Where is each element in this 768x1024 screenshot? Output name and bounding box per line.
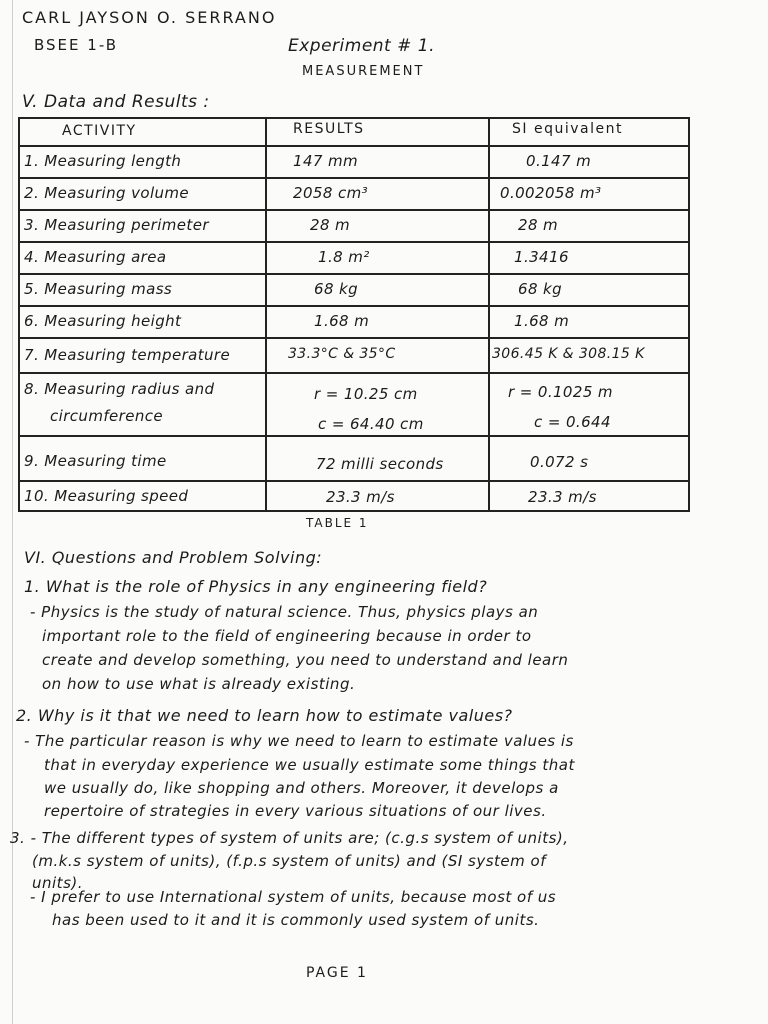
- row-si: 1.68 m: [514, 312, 570, 330]
- row-si: 1.3416: [514, 248, 569, 266]
- answer-2-line: that in everyday experience we usually estimate some things that: [44, 756, 575, 774]
- row-result: 1.8 m²: [318, 248, 370, 266]
- table-rule: [488, 117, 490, 512]
- row-activity: 6. Measuring height: [24, 312, 182, 330]
- row-si: 28 m: [518, 216, 559, 234]
- row-si: 0.002058 m³: [500, 184, 602, 202]
- row-activity: 10. Measuring speed: [24, 487, 189, 505]
- student-section: BSEE 1-B: [34, 36, 118, 54]
- table-rule: [688, 117, 690, 512]
- question-2: 2. Why is it that we need to learn how to estimate values?: [16, 706, 513, 725]
- answer-3-line: has been used to it and it is commonly used system of units.: [52, 911, 540, 929]
- table-rule: [18, 337, 690, 339]
- page-number: PAGE 1: [306, 965, 368, 981]
- table-rule: [18, 209, 690, 211]
- table-rule: [18, 435, 690, 437]
- row-si: 23.3 m/s: [528, 488, 597, 506]
- table-rule: [18, 117, 20, 512]
- row-activity: 3. Measuring perimeter: [24, 216, 209, 234]
- answer-1-line: on how to use what is already existing.: [42, 675, 356, 693]
- table-rule: [18, 372, 690, 374]
- row-activity: 2. Measuring volume: [24, 184, 190, 202]
- question-3-line: 3. - The different types of system of units are; (c.g.s system of units),: [10, 829, 569, 847]
- row-result: 28 m: [310, 216, 351, 234]
- row-si: 0.072 s: [530, 453, 589, 471]
- table-rule: [18, 480, 690, 482]
- data-section-title: V. Data and Results :: [22, 92, 210, 112]
- answer-2-line: - The particular reason is why we need to learn to estimate values is: [24, 732, 574, 750]
- experiment-title: Experiment # 1.: [288, 36, 435, 56]
- row-result: 147 mm: [293, 152, 359, 170]
- table-rule: [18, 510, 690, 512]
- row-activity: 9. Measuring time: [24, 452, 167, 470]
- row-activity: 8. Measuring radius and: [24, 380, 215, 398]
- row-activity: 5. Measuring mass: [24, 280, 173, 298]
- table-rule: [18, 177, 690, 179]
- row-si: 0.147 m: [526, 152, 592, 170]
- table-rule: [18, 305, 690, 307]
- table-rule: [265, 117, 267, 512]
- row-result: 1.68 m: [314, 312, 370, 330]
- answer-1-line: important role to the field of engineering because in order to: [42, 627, 532, 645]
- page-margin-line: [12, 0, 13, 1024]
- header-results: RESULTS: [293, 121, 365, 137]
- row-result: 2058 cm³: [293, 184, 369, 202]
- row-result: 72 milli seconds: [316, 455, 444, 473]
- table-rule: [18, 145, 690, 147]
- row-si: r = 0.1025 m: [508, 383, 613, 401]
- row-si: 68 kg: [518, 280, 563, 298]
- answer-3-line: - I prefer to use International system of units, because most of us: [30, 888, 557, 906]
- table-caption: TABLE 1: [306, 516, 369, 530]
- answer-1-line: create and develop something, you need to understand and learn: [42, 651, 569, 669]
- row-activity: 1. Measuring length: [24, 152, 182, 170]
- header-si: SI equivalent: [512, 121, 623, 137]
- row-activity-continued: circumference: [50, 407, 164, 425]
- experiment-subtitle: MEASUREMENT: [302, 64, 425, 79]
- row-activity: 7. Measuring temperature: [24, 346, 231, 364]
- header-activity: ACTIVITY: [62, 123, 137, 139]
- table-rule: [18, 117, 690, 119]
- results-table: [18, 117, 690, 512]
- row-result: r = 10.25 cm: [314, 385, 418, 403]
- answer-2-line: we usually do, like shopping and others. Moreover, it develops a: [44, 779, 559, 797]
- question-1: 1. What is the role of Physics in any engineering field?: [24, 577, 488, 596]
- row-result: 23.3 m/s: [326, 488, 395, 506]
- student-name: CARL JAYSON O. SERRANO: [22, 8, 277, 27]
- row-si-continued: c = 0.644: [534, 413, 611, 431]
- answer-2-line: repertoire of strategies in every various situations of our lives.: [44, 802, 547, 820]
- question-3-line: units).: [32, 874, 83, 892]
- table-rule: [18, 241, 690, 243]
- row-result: 33.3°C & 35°C: [288, 346, 396, 362]
- row-result: 68 kg: [314, 280, 359, 298]
- answer-1-line: - Physics is the study of natural science. Thus, physics plays an: [30, 603, 539, 621]
- questions-title: VI. Questions and Problem Solving:: [24, 548, 323, 567]
- question-3-line: (m.k.s system of units), (f.p.s system of units) and (SI system of: [32, 852, 546, 870]
- table-rule: [18, 273, 690, 275]
- row-result-continued: c = 64.40 cm: [318, 415, 424, 433]
- row-si: 306.45 K & 308.15 K: [492, 346, 645, 362]
- row-activity: 4. Measuring area: [24, 248, 167, 266]
